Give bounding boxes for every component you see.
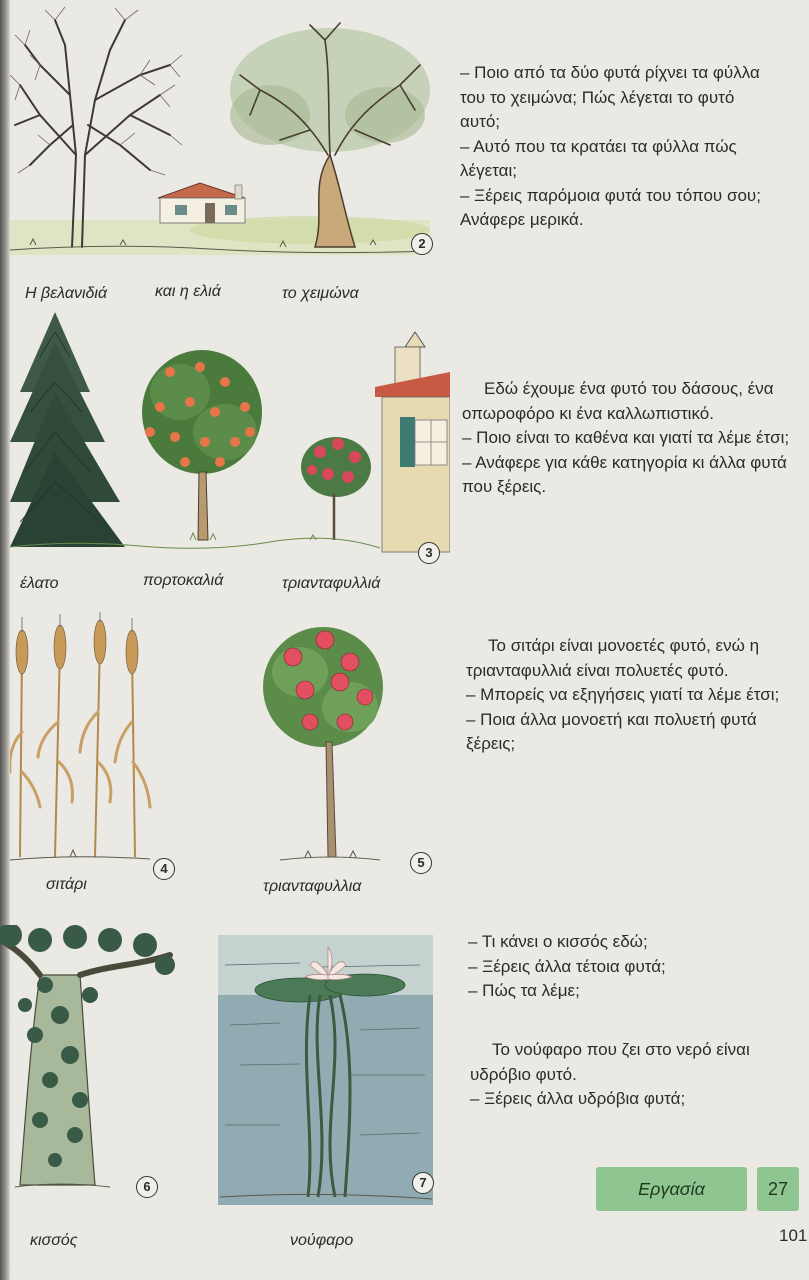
figure-number-3: 3 [418, 542, 440, 564]
figure-number-5: 5 [410, 852, 432, 874]
caption-water-lily: νούφαρο [290, 1232, 354, 1249]
caption-rose-bush: τριανταφυλλιά [282, 575, 381, 592]
caption-ivy: κισσός [30, 1232, 78, 1249]
caption-and-olive: και η ελιά [155, 283, 221, 300]
section67-text2 [470, 1038, 798, 1112]
caption-winter: το χειμώνα [282, 285, 359, 302]
exercise-number-badge: 27 [757, 1167, 799, 1211]
figure-number-2: 2 [411, 233, 433, 255]
section45-text [466, 634, 796, 757]
section67-questions [468, 930, 786, 1004]
section67-intro2: Το νούφαρο που ζει στο νερό είναι υδρόβιο φυτό. [470, 1040, 750, 1084]
wheat-rosetree-illustration [10, 612, 430, 872]
question-7a: – Ξέρεις άλλα υδρόβια φυτά; [470, 1089, 686, 1108]
question-6b: – Ξέρεις άλλα τέτοια φυτά; [468, 956, 666, 976]
page-number: 101 [779, 1226, 808, 1245]
section3-intro: Εδώ έχουμε ένα φυτό του δάσους, ένα οπωροφόρο κι ένα καλλωπιστικό. [462, 379, 774, 423]
question-3a: – Ποιο είναι το καθένα και γιατί τα λέμε έτσι; [462, 428, 790, 447]
caption-fir: έλατο [20, 575, 59, 592]
oak-olive-illustration [10, 5, 440, 265]
question-6c: – Πώς τα λέμε; [468, 981, 580, 1000]
caption-rose-tree: τριανταφυλλια [263, 878, 362, 895]
question-45a: – Μπορείς να εξηγήσεις γιατί τα λέμε έτσι; [466, 685, 780, 704]
caption-oak: Η βελανιδιά [25, 285, 108, 302]
exercise-badge: Εργασία [596, 1167, 747, 1211]
section2-questions [460, 61, 778, 233]
fir-orange-rose-illustration [10, 312, 450, 567]
figure-number-7: 7 [412, 1172, 434, 1194]
question-2b: – Αυτό που τα κρατάει τα φύλλα πώς λέγεται; [460, 136, 737, 180]
question-3b: – Ανάφερε για κάθε κατηγορία κι άλλα φυτά που ξέρεις. [462, 452, 787, 496]
question-2c: – Ξέρεις παρόμοια φυτά του τόπου σου; Ανάφερε μερικά. [460, 185, 761, 229]
figure-number-4: 4 [153, 858, 175, 880]
caption-orange-tree: πορτοκαλιά [143, 572, 224, 589]
figure-number-6: 6 [136, 1176, 158, 1198]
ivy-waterlily-illustration [0, 925, 440, 1215]
section45-intro: Το σιτάρι είναι μονοετές φυτό, ενώ η τριανταφυλλιά είναι πολυετές φυτό. [466, 636, 760, 680]
caption-wheat: σιτάρι [46, 876, 87, 893]
question-6a: – Τι κάνει ο κισσός εδώ; [468, 932, 648, 951]
question-2a: – Ποιο από τα δύο φυτά ρίχνει τα φύλλα του το χειμώνα; Πώς λέγεται το φυτό αυτό; [460, 63, 760, 131]
section3-text [462, 377, 798, 500]
question-45b: – Ποια άλλα μονοετή και πολυετή φυτά ξέρεις; [466, 709, 757, 753]
